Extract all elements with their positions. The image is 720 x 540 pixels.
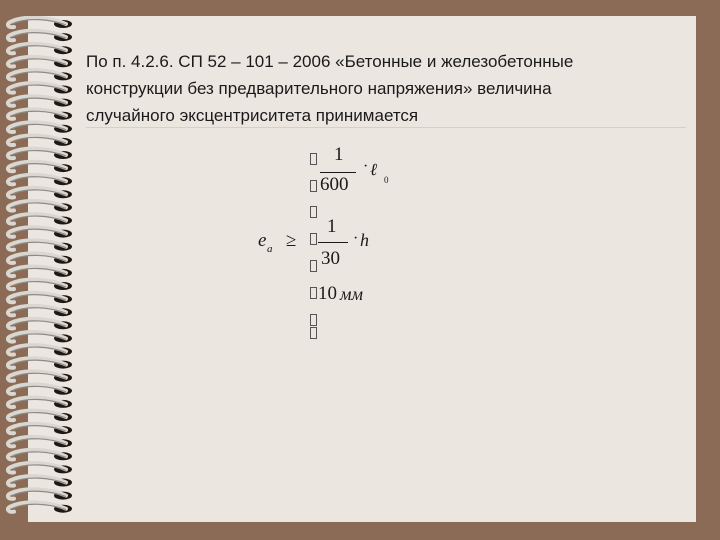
spiral-ring [8, 463, 72, 473]
case3-value: 10 [318, 283, 337, 304]
spiral-ring [8, 31, 72, 41]
case1-dot: · [363, 158, 369, 175]
brace-box [310, 206, 317, 218]
spiral-ring [8, 424, 72, 434]
spiral-ring [8, 201, 72, 211]
divider-line [86, 127, 686, 128]
spiral-ring [8, 332, 72, 342]
spiral-ring [8, 240, 72, 250]
brace-box [310, 153, 317, 165]
spiral-ring [8, 18, 72, 28]
case3-unit: мм [340, 284, 363, 304]
spiral-ring [8, 476, 72, 486]
spiral-ring [8, 345, 72, 355]
brace-box [310, 180, 317, 192]
intro-text [86, 48, 676, 129]
spiral-ring [8, 44, 72, 54]
spiral-ring [8, 384, 72, 394]
spiral-ring [8, 96, 72, 106]
brace-box [310, 260, 317, 272]
brace-box [310, 327, 317, 339]
spiral-ring [8, 70, 72, 80]
spiral-ring [8, 83, 72, 93]
lhs-symbol: e [258, 230, 267, 251]
spiral-ring [8, 149, 72, 159]
spiral-ring [8, 57, 72, 67]
spiral-ring [8, 358, 72, 368]
spiral-ring [8, 450, 72, 460]
lhs-subscript: a [267, 243, 273, 255]
case2-symbol: h [360, 230, 369, 250]
spiral-ring [8, 306, 72, 316]
case1-numerator: 1 [334, 144, 344, 165]
eccentricity-formula [250, 140, 450, 360]
spiral-ring [8, 162, 72, 172]
case1-denominator: 600 [320, 174, 349, 195]
relation-sign: ≥ [286, 230, 297, 251]
spiral-ring [8, 371, 72, 381]
spiral-ring [8, 175, 72, 185]
case2-fraction-line [318, 242, 348, 243]
spiral-ring [8, 227, 72, 237]
brace-box [310, 287, 317, 299]
spiral-ring [8, 214, 72, 224]
spiral-ring [8, 280, 72, 290]
brace-box [310, 233, 317, 245]
case1-fraction-line [320, 172, 356, 173]
case1-subscript: 0 [384, 175, 389, 185]
spiral-ring [8, 293, 72, 303]
spiral-ring [8, 398, 72, 408]
spiral-ring [8, 437, 72, 447]
intro-line-2: конструкции без предварительного напряжения» величина [86, 79, 552, 98]
spiral-ring [8, 489, 72, 499]
spiral-ring [8, 411, 72, 421]
case2-denominator: 30 [321, 248, 340, 269]
brace-box [310, 314, 317, 326]
case1-symbol: ℓ [370, 160, 378, 179]
spiral-ring [8, 122, 72, 132]
spiral-ring [8, 319, 72, 329]
spiral-ring [8, 267, 72, 277]
spiral-ring [8, 188, 72, 198]
case2-dot: · [353, 230, 359, 247]
spiral-ring [8, 136, 72, 146]
spiral-binding [0, 16, 80, 522]
spiral-ring [8, 253, 72, 263]
intro-line-1: По п. 4.2.6. СП 52 – 101 – 2006 «Бетонные и железобетонные [86, 52, 574, 71]
intro-line-3: случайного эксцентриситета принимается [86, 106, 419, 125]
case2-numerator: 1 [327, 216, 337, 237]
spiral-ring [8, 109, 72, 119]
spiral-ring [8, 502, 72, 512]
